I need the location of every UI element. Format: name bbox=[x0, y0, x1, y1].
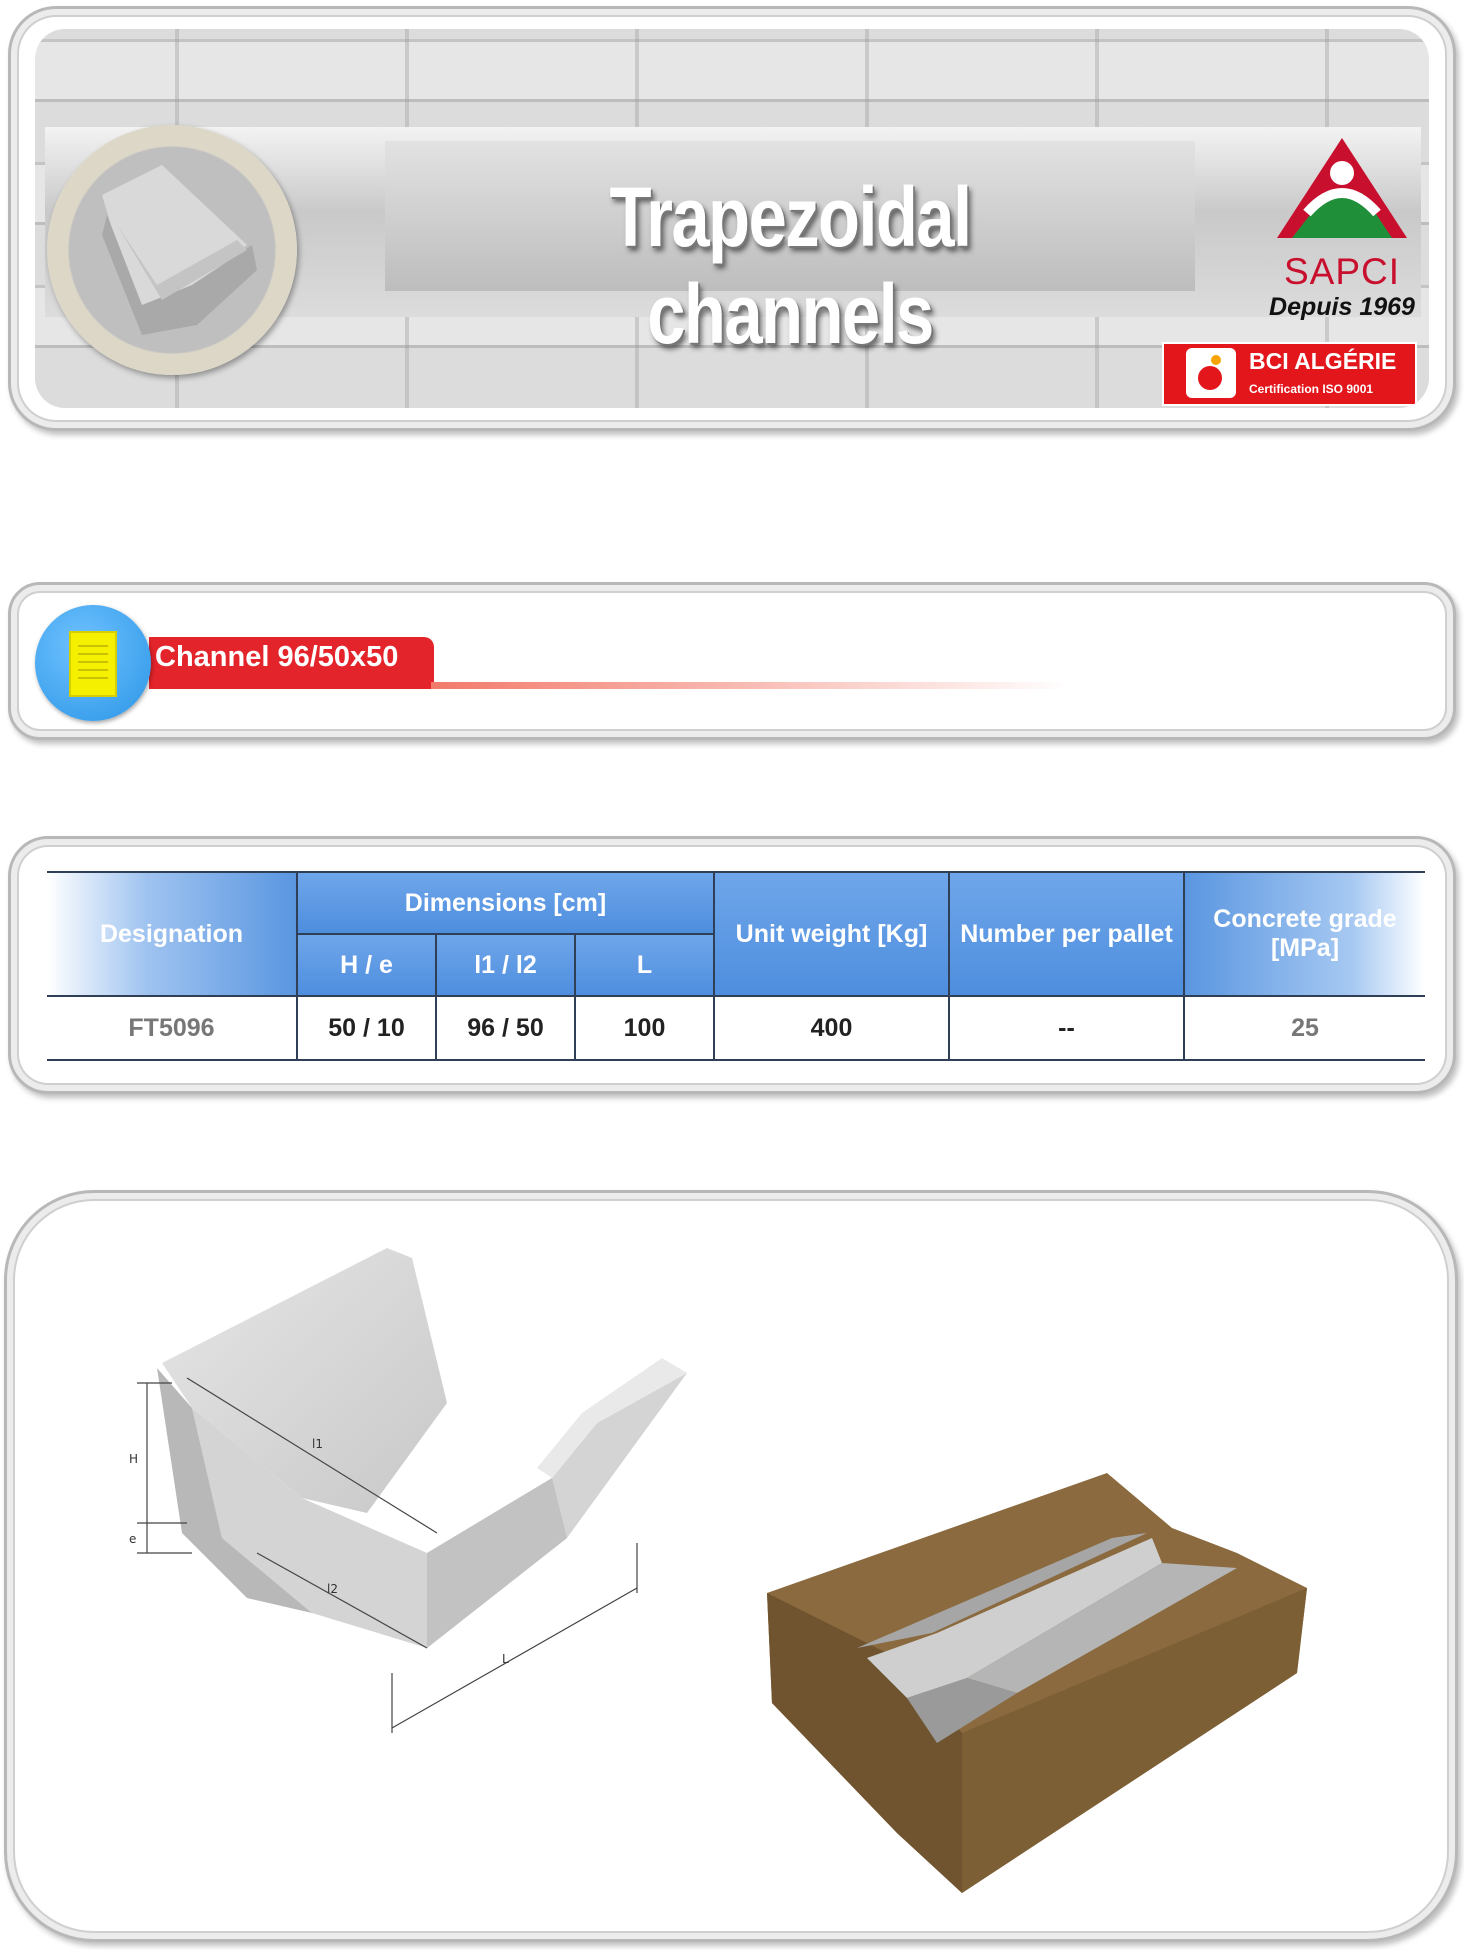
bci-logo-icon bbox=[1186, 348, 1236, 398]
header-l: L bbox=[575, 934, 714, 996]
label-l: L bbox=[502, 1652, 509, 1666]
sapci-logo bbox=[1267, 133, 1417, 323]
header-l1-l2: l1 / l2 bbox=[436, 934, 575, 996]
certification-name: BCI ALGÉRIE bbox=[1249, 348, 1397, 374]
cell-designation: FT5096 bbox=[47, 996, 297, 1060]
section-header bbox=[8, 582, 1456, 740]
channel-dimension-drawing bbox=[127, 1233, 727, 1833]
section-underline bbox=[431, 682, 1071, 689]
drawing-panel bbox=[4, 1190, 1458, 1942]
document-sheet-icon bbox=[69, 631, 117, 697]
cell-number-per-pallet: -- bbox=[949, 996, 1184, 1060]
header-designation: Designation bbox=[47, 872, 297, 996]
sapci-emblem-icon bbox=[1267, 133, 1417, 253]
stone-wall-background bbox=[35, 29, 1429, 408]
channel-thumbnail-icon bbox=[47, 125, 297, 375]
header-concrete-grade: Concrete grade [MPa] bbox=[1184, 872, 1425, 996]
header-banner bbox=[8, 6, 1456, 431]
certification-badge bbox=[1162, 342, 1417, 406]
brand-name: SAPCI bbox=[1283, 251, 1401, 292]
certification-note: Certification ISO 9001 bbox=[1249, 382, 1374, 396]
header-unit-weight: Unit weight [Kg] bbox=[714, 872, 949, 996]
spec-table-panel bbox=[8, 836, 1456, 1094]
cell-l1-l2: 96 / 50 bbox=[436, 996, 575, 1060]
label-e: e bbox=[129, 1532, 137, 1546]
cell-concrete-grade: 25 bbox=[1184, 996, 1425, 1060]
document-icon bbox=[35, 605, 151, 721]
cell-h-e: 50 / 10 bbox=[297, 996, 436, 1060]
brand-since: Depuis 1969 bbox=[1269, 293, 1415, 321]
cell-unit-weight: 400 bbox=[714, 996, 949, 1060]
header-number-per-pallet: Number per pallet bbox=[949, 872, 1184, 996]
page-title: Trapezoidal channels bbox=[609, 170, 971, 361]
spec-table bbox=[47, 871, 1425, 1061]
cell-l: 100 bbox=[575, 996, 714, 1060]
label-l1: l1 bbox=[312, 1437, 323, 1451]
label-h: H bbox=[129, 1452, 139, 1466]
header-h-e: H / e bbox=[297, 934, 436, 996]
label-l2: l2 bbox=[327, 1582, 338, 1596]
section-title: Channel 96/50x50 bbox=[155, 641, 399, 673]
table-row bbox=[47, 996, 1425, 1060]
channel-in-soil-render bbox=[767, 1473, 1327, 1893]
header-dimensions: Dimensions [cm] bbox=[297, 872, 714, 934]
